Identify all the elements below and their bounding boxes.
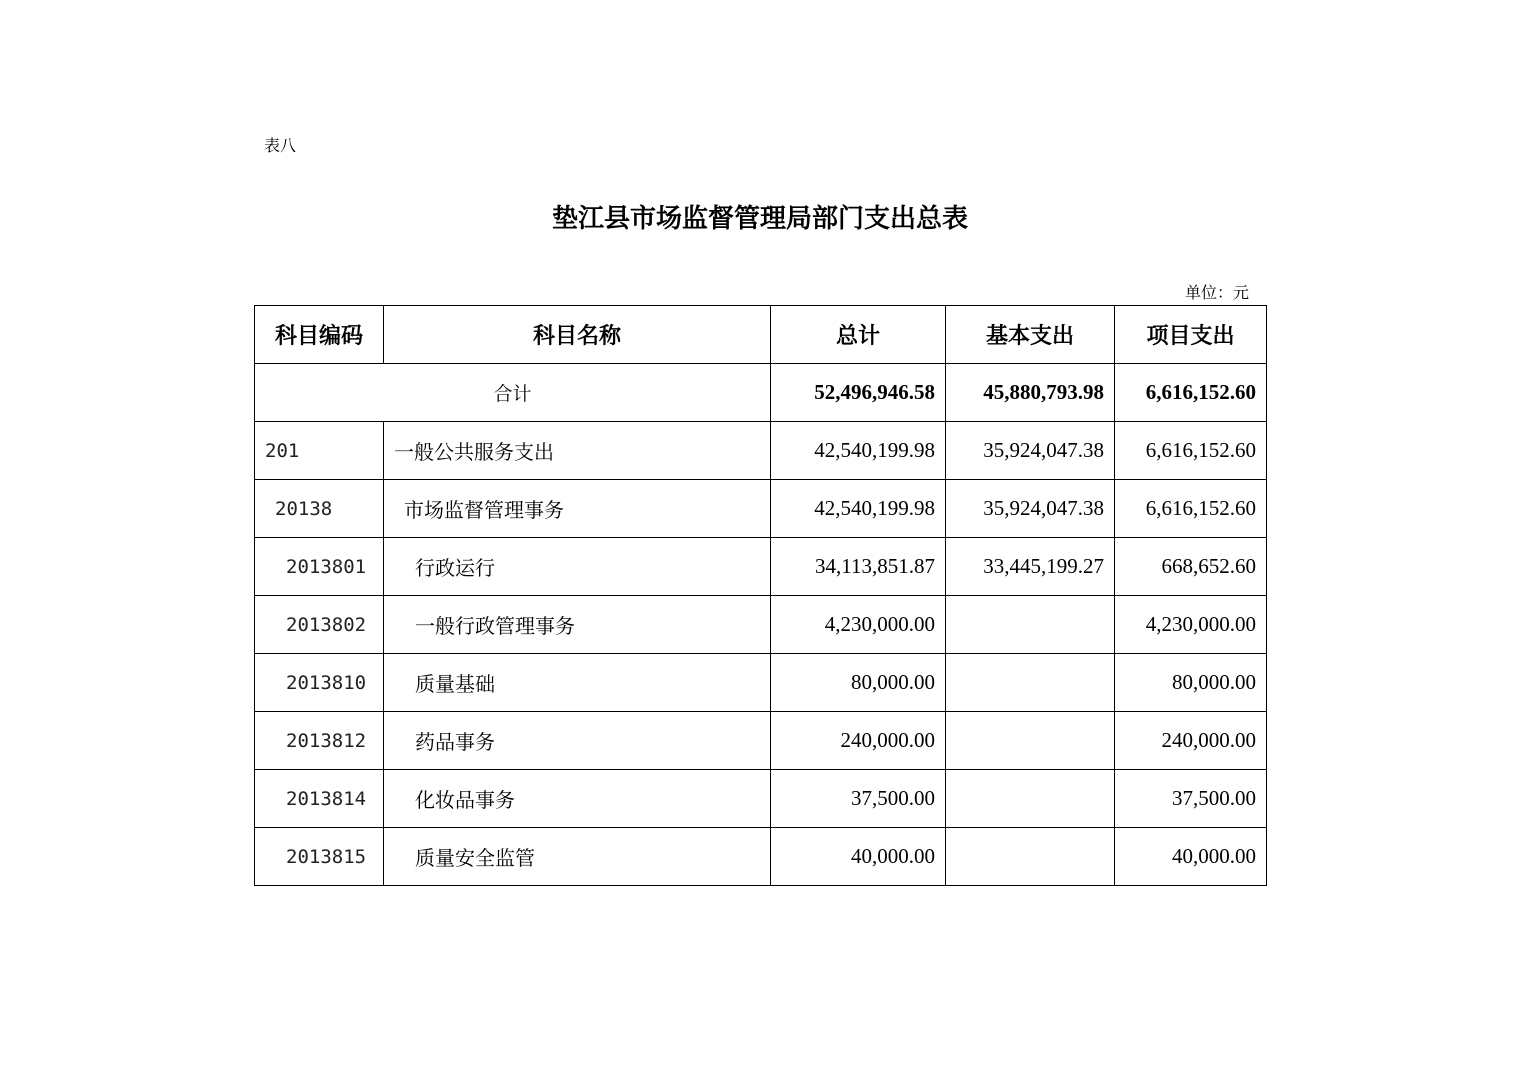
row-code: 2013815: [255, 828, 384, 886]
table-number: 表八: [264, 136, 297, 155]
row-basic: [946, 828, 1115, 886]
row-code: 2013810: [255, 654, 384, 712]
row-name: 一般行政管理事务: [384, 596, 771, 654]
unit-label: 单位：元: [1185, 283, 1250, 302]
row-code: 2013801: [255, 538, 384, 596]
table-row: [255, 654, 1267, 712]
row-name: 行政运行: [384, 538, 771, 596]
row-total: 42,540,199.98: [771, 480, 946, 538]
header-project: 项目支出: [1115, 306, 1267, 364]
row-code: 2013812: [255, 712, 384, 770]
row-total: 34,113,851.87: [771, 538, 946, 596]
row-project: 37,500.00: [1115, 770, 1267, 828]
page-title: 垫江县市场监督管理局部门支出总表: [551, 204, 968, 234]
row-name: 市场监督管理事务: [384, 480, 771, 538]
row-total: 40,000.00: [771, 828, 946, 886]
row-name: 质量基础: [384, 654, 771, 712]
row-project: 668,652.60: [1115, 538, 1267, 596]
total-sum: 52,496,946.58: [771, 364, 946, 422]
row-basic: [946, 596, 1115, 654]
table-row: [255, 480, 1267, 538]
total-row: [255, 364, 1267, 422]
table-row: [255, 770, 1267, 828]
row-name: 药品事务: [384, 712, 771, 770]
row-total: 4,230,000.00: [771, 596, 946, 654]
row-code: 2013814: [255, 770, 384, 828]
row-basic: 33,445,199.27: [946, 538, 1115, 596]
row-name: 一般公共服务支出: [384, 422, 771, 480]
header-name: 科目名称: [384, 306, 771, 364]
header-basic: 基本支出: [946, 306, 1115, 364]
row-project: 240,000.00: [1115, 712, 1267, 770]
row-basic: [946, 712, 1115, 770]
row-total: 80,000.00: [771, 654, 946, 712]
header-code: 科目编码: [255, 306, 384, 364]
row-project: 4,230,000.00: [1115, 596, 1267, 654]
row-basic: [946, 654, 1115, 712]
row-basic: 35,924,047.38: [946, 422, 1115, 480]
row-code: 20138: [255, 480, 384, 538]
expenditure-table: [254, 305, 1267, 886]
row-total: 37,500.00: [771, 770, 946, 828]
total-label: 合计: [255, 364, 771, 422]
table-row: [255, 596, 1267, 654]
row-project: 6,616,152.60: [1115, 480, 1267, 538]
header-total: 总计: [771, 306, 946, 364]
table-row: [255, 422, 1267, 480]
row-total: 240,000.00: [771, 712, 946, 770]
table-row: [255, 712, 1267, 770]
row-project: 6,616,152.60: [1115, 422, 1267, 480]
row-name: 质量安全监管: [384, 828, 771, 886]
total-basic: 45,880,793.98: [946, 364, 1115, 422]
row-basic: 35,924,047.38: [946, 480, 1115, 538]
row-project: 80,000.00: [1115, 654, 1267, 712]
total-project: 6,616,152.60: [1115, 364, 1267, 422]
row-total: 42,540,199.98: [771, 422, 946, 480]
row-code: 2013802: [255, 596, 384, 654]
header-row: [255, 306, 1267, 364]
row-code: 201: [255, 422, 384, 480]
row-project: 40,000.00: [1115, 828, 1267, 886]
row-name: 化妆品事务: [384, 770, 771, 828]
table-row: [255, 538, 1267, 596]
row-basic: [946, 770, 1115, 828]
table-row: [255, 828, 1267, 886]
